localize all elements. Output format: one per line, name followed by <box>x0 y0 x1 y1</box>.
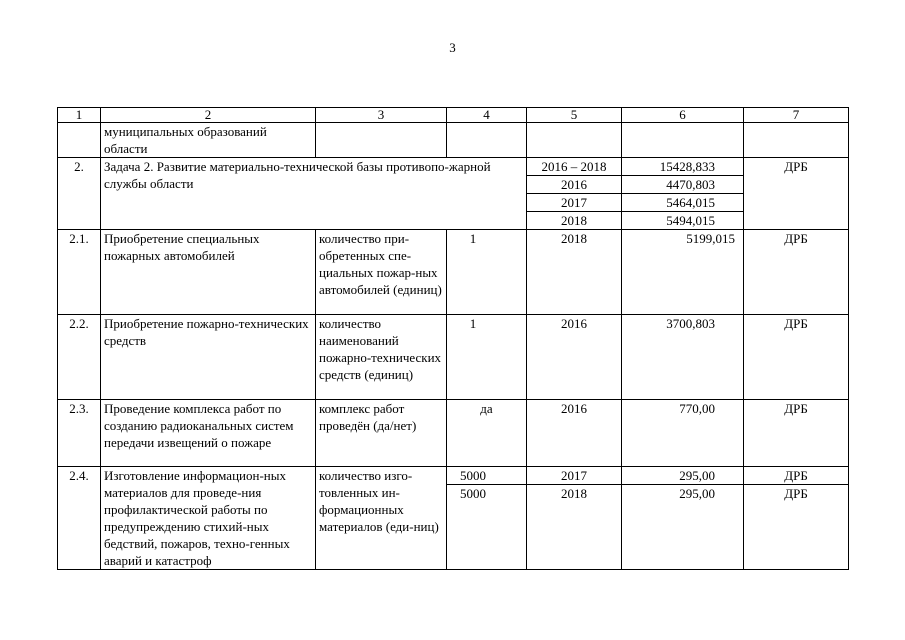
measure-name: Приобретение специальных пожарных автомобилей <box>101 230 316 315</box>
measure-year: 2016 <box>527 315 622 400</box>
measure-row <box>58 230 849 315</box>
measure-value: 5000 <box>447 467 527 485</box>
measure-year: 2017 <box>527 467 622 485</box>
measure-amount: 295,00 <box>622 467 744 485</box>
measure-financing-source: ДРБ <box>744 485 849 570</box>
measure-year: 2018 <box>527 485 622 570</box>
task-row <box>58 158 849 176</box>
measure-number: 2.4. <box>58 467 101 570</box>
header-col-2: 2 <box>101 108 316 123</box>
task-financing-source: ДРБ <box>744 158 849 230</box>
measure-name: Изготовление информацион-ных материалов для проведе-ния профилактической работы по предупреждению стихий-ных бедствий, пожаров, техно-генных аварий и катастроф <box>101 467 316 570</box>
measure-financing-source: ДРБ <box>744 467 849 485</box>
task-period-amount: 15428,833 <box>622 158 744 176</box>
measure-value: 5000 <box>447 485 527 570</box>
header-col-4: 4 <box>447 108 527 123</box>
task-period-amount: 5464,015 <box>622 194 744 212</box>
task-period-amount: 5494,015 <box>622 212 744 230</box>
program-table <box>57 107 849 570</box>
task-period-year: 2016 – 2018 <box>527 158 622 176</box>
measure-indicator: комплекс работ проведён (да/нет) <box>316 400 447 467</box>
measure-amount: 770,00 <box>622 400 744 467</box>
task-title: Задача 2. Развитие материально-технической базы противопо-жарной службы области <box>101 158 527 230</box>
task-period-amount: 4470,803 <box>622 176 744 194</box>
measure-year: 2016 <box>527 400 622 467</box>
measure-indicator: количество наименований пожарно-технических средств (единиц) <box>316 315 447 400</box>
measure-row <box>58 400 849 467</box>
measure-indicator: количество при-обретенных спе-циальных пожар-ных автомобилей (единиц) <box>316 230 447 315</box>
page-number: 3 <box>449 40 456 55</box>
task-period-year: 2017 <box>527 194 622 212</box>
measure-amount: 295,00 <box>622 485 744 570</box>
measure-name: Проведение комплекса работ по созданию радиоканальных систем передачи извещений о пожаре <box>101 400 316 467</box>
measure-amount: 5199,015 <box>622 230 744 315</box>
header-row <box>58 108 849 123</box>
measure-value: 1 <box>447 230 527 315</box>
measure-name: Приобретение пожарно-технических средств <box>101 315 316 400</box>
task-period-year: 2018 <box>527 212 622 230</box>
header-col-6: 6 <box>622 108 744 123</box>
measure-indicator: количество изго-товленных ин-формационных материалов (еди-ниц) <box>316 467 447 570</box>
continuation-row <box>58 123 849 158</box>
measure-number: 2.3. <box>58 400 101 467</box>
measure-value: да <box>447 400 527 467</box>
task-period-year: 2016 <box>527 176 622 194</box>
measure-number: 2.1. <box>58 230 101 315</box>
header-col-3: 3 <box>316 108 447 123</box>
task-number: 2. <box>58 158 101 230</box>
measure-row <box>58 467 849 485</box>
measure-row <box>58 315 849 400</box>
header-col-7: 7 <box>744 108 849 123</box>
measure-number: 2.2. <box>58 315 101 400</box>
measure-amount: 3700,803 <box>622 315 744 400</box>
measure-financing-source: ДРБ <box>744 315 849 400</box>
header-col-1: 1 <box>58 108 101 123</box>
continuation-text: муниципальных образований области <box>101 123 316 158</box>
measure-value: 1 <box>447 315 527 400</box>
header-col-5: 5 <box>527 108 622 123</box>
measure-financing-source: ДРБ <box>744 400 849 467</box>
measure-year: 2018 <box>527 230 622 315</box>
measure-financing-source: ДРБ <box>744 230 849 315</box>
